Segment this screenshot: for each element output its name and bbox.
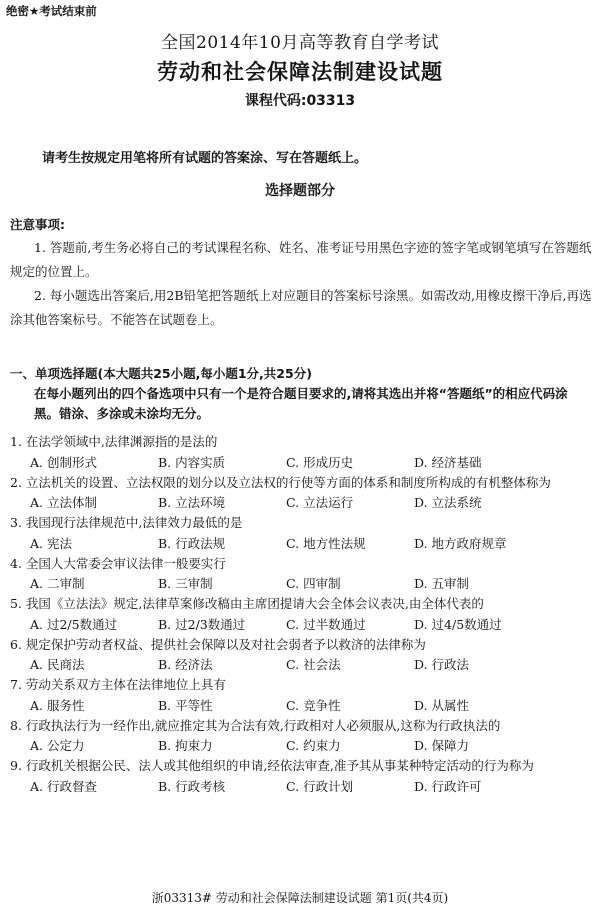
question-item (10, 675, 592, 716)
option-c: C. 形成历史 (286, 454, 354, 470)
option-b: B. 过2/3数通过 (158, 616, 246, 632)
option-a: A. 过2/5数通过 (30, 616, 118, 632)
option-d: D. 行政许可 (414, 778, 482, 794)
option-d: D. 经济基础 (414, 454, 482, 470)
answer-instruction: 请考生按规定用笔将所有试题的答案涂、写在答题纸上。 (42, 151, 368, 166)
option-c: C. 四审制 (286, 576, 341, 591)
option-a: A. 行政督查 (30, 778, 97, 794)
option-b: B. 行政法规 (158, 535, 226, 551)
option-d: D. 保障力 (414, 738, 470, 753)
question-item (10, 716, 592, 757)
option-c: C. 立法运行 (286, 495, 354, 510)
question-item (10, 473, 592, 514)
exam-title: 劳动和社会保障法制建设试题 (157, 60, 443, 84)
question-stem: 3. 我国现行法律规范中,法律效力最低的是 (10, 515, 243, 530)
option-b: B. 三审制 (158, 576, 213, 591)
question-stem: 2. 立法机关的设置、立法权限的划分以及立法权的行使等方面的体系和制度所构成的有机整体称为 (10, 474, 551, 490)
question-stem: 1. 在法学领域中,法律渊源指的是法的 (10, 434, 218, 449)
confidential-mark: 绝密★考试结束前 (6, 4, 97, 18)
question-stem: 8. 行政执法行为一经作出,就应推定其为合法有效,行政相对人必须服从,这称为行政执法的 (10, 717, 501, 733)
question-item (10, 432, 592, 473)
section-title: 选择题部分 (265, 183, 335, 199)
course-code: 课程代码:03313 (244, 93, 356, 109)
question-stem: 6. 规定保护劳动者权益、提供社会保障以及对社会弱者予以救济的法律称为 (10, 636, 426, 652)
option-c: C. 社会法 (286, 657, 341, 672)
question-stem: 7. 劳动关系双方主体在法律地位上具有 (10, 677, 226, 692)
exam-session-line: 全国2014年10月高等教育自学考试 (161, 33, 439, 53)
part-description: 在每小题列出的四个备选项中只有一个是符合题目要求的,请将其选出并将“答题纸”的相应代码涂黑。错涂、多涂或未涂均无分。 (34, 386, 568, 421)
option-d: D. 行政法 (414, 657, 470, 672)
option-a: A. 服务性 (30, 697, 85, 713)
question-stem: 5. 我国《立法法》规定,法律草案修改稿由主席团提请大会全体会议表决,由全体代表的 (10, 596, 484, 611)
option-a: A. 创制形式 (30, 454, 97, 470)
option-d: D. 地方政府规章 (414, 535, 507, 551)
notes-block (10, 214, 592, 332)
option-a: A. 立法体制 (30, 495, 97, 510)
question-stem: 9. 行政机关根据公民、法人或其他组织的申请,经依法审查,准予其从事某种特定活动的行为称为 (10, 758, 534, 773)
note-item: 2. 每小题选出答案后,用2B铅笔把答题纸上对应题目的答案标号涂黑。如需改动,用橡皮擦干净后,再选涂其他答案标号。不能答在试题卷上。 (10, 288, 592, 327)
option-c: C. 行政计划 (286, 778, 354, 794)
option-b: B. 立法环境 (158, 495, 226, 510)
question-item (10, 554, 592, 595)
question-list (10, 432, 592, 797)
option-b: B. 经济法 (158, 657, 213, 672)
option-d: D. 从属性 (414, 697, 470, 713)
question-stem: 4. 全国人大常委会审议法律一般要实行 (10, 555, 226, 571)
option-b: B. 行政考核 (158, 778, 226, 794)
option-a: A. 宪法 (30, 535, 72, 551)
page-footer: 浙03313# 劳动和社会保障法制建设试题 第1页(共4页) (151, 891, 449, 905)
option-c: C. 地方性法规 (286, 535, 366, 551)
question-item (10, 756, 592, 797)
option-d: D. 五审制 (414, 576, 470, 591)
option-a: A. 二审制 (30, 576, 85, 591)
option-b: B. 内容实质 (158, 454, 226, 470)
option-c: C. 过半数通过 (286, 616, 366, 632)
question-item (10, 513, 592, 554)
notes-title: 注意事项: (10, 217, 65, 232)
option-c: C. 约束力 (286, 738, 341, 753)
option-a: A. 公定力 (30, 738, 85, 753)
part-one-header (10, 364, 592, 424)
option-d: D. 过4/5数通过 (414, 616, 502, 632)
option-b: B. 拘束力 (158, 738, 213, 753)
option-a: A. 民商法 (30, 657, 85, 672)
question-item (10, 635, 592, 676)
part-heading: 一、单项选择题(本大题共25小题,每小题1分,共25分) (10, 366, 312, 381)
note-item: 1. 答题前,考生务必将自己的考试课程名称、姓名、准考证号用黑色字迹的签字笔或钢笔填写在答题纸规定的位置上。 (10, 240, 592, 279)
option-c: C. 竞争性 (286, 697, 341, 713)
option-d: D. 立法系统 (414, 495, 482, 510)
option-b: B. 平等性 (158, 697, 213, 713)
question-item (10, 594, 592, 635)
exam-header (0, 31, 600, 113)
